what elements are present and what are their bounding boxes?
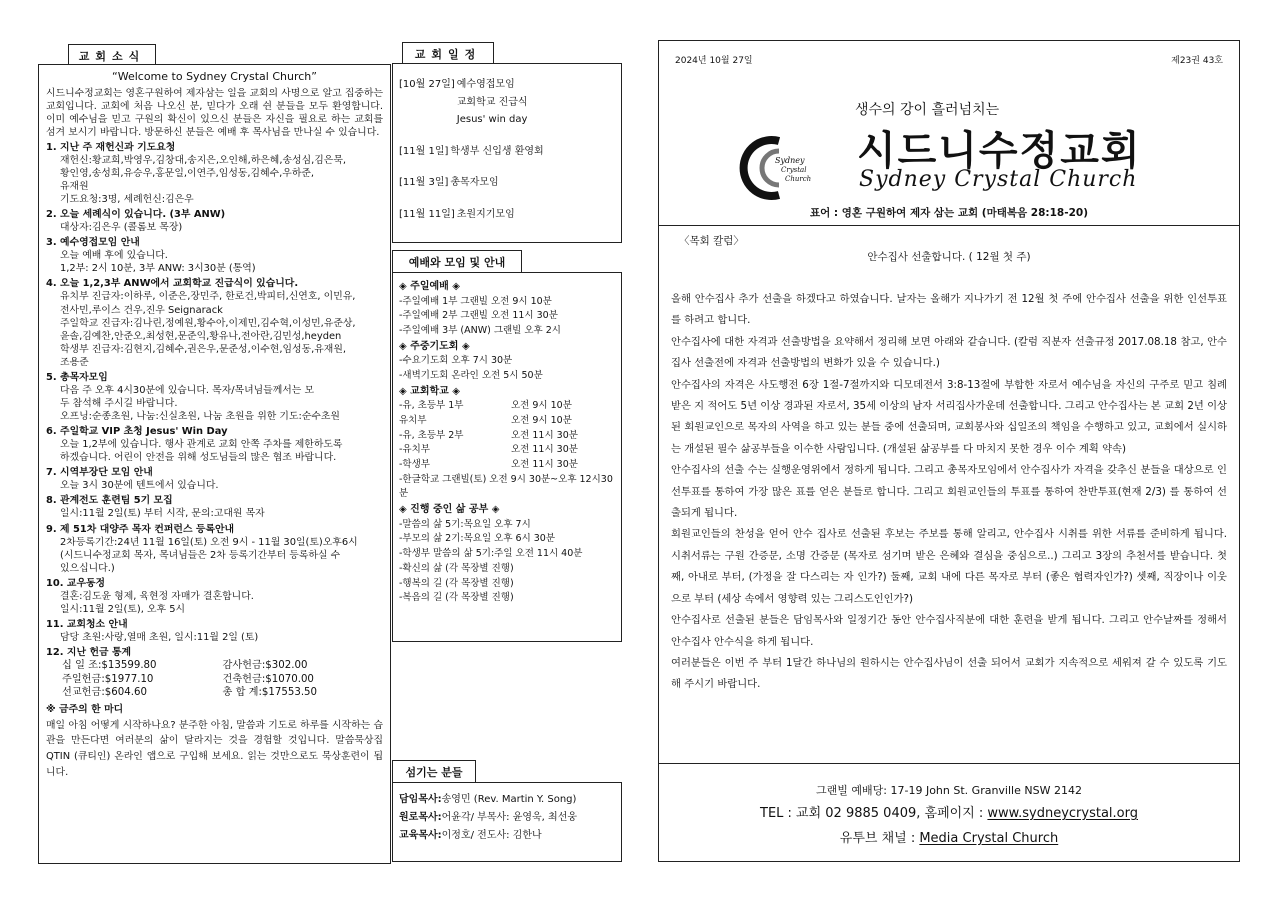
worship-row-label: -수요기도회 오후 7시 30분 <box>399 355 513 367</box>
news-item-heading: 11. 교회청소 안내 <box>46 618 128 630</box>
logo-text: Sydney <box>775 156 805 165</box>
schedule-tab: 교회일정 <box>402 42 494 64</box>
news-items <box>46 141 383 659</box>
offering-value: 건축헌금:$1070.00 <box>222 673 314 685</box>
schedule-box <box>392 63 622 243</box>
worship-row-label: 유치부 <box>399 414 427 426</box>
quote-title: ※ 금주의 한 마디 <box>46 703 124 715</box>
server-role: 원로목사: <box>399 812 442 823</box>
intro-text: 시드니수정교회는 영혼구원하여 제자삼는 일을 교회의 사명으로 알고 집중하는 교회입니다. 교회에 처음 나오신 분, 믿다가 오래 쉰 분들을 모두 환영합니다. 이미 예수님을 믿고 구원의 확신이 있으신 분들은 자신을 필요로 하는 교회를 섬겨 보시기 바랍니다. 방문하신 분들은 예배 후 목사님을 만나실 수 있습니다. <box>46 87 383 138</box>
news-item <box>46 208 383 234</box>
servers-tab: 섬기는 분들 <box>392 760 476 782</box>
welcome-heading: “Welcome to Sydney Crystal Church” <box>112 70 317 83</box>
offering-value: 감사헌금:$302.00 <box>222 660 308 672</box>
schedule-events <box>448 143 543 161</box>
schedule-event: 초원지기모임 <box>456 208 515 220</box>
worship-row-label: -학생부 말씀의 삶 5기:주일 오전 11시 40분 <box>399 548 583 560</box>
youtube-link[interactable]: Media Crystal Church <box>919 830 1059 846</box>
youtube-label: 유투브 채널 : <box>839 830 916 846</box>
schedule-event: 학생부 신입생 환영회 <box>450 145 544 157</box>
news-item-heading: 5. 총목자모임 <box>46 371 108 383</box>
news-item-heading: 1. 지난 주 재헌신과 기도요청 <box>46 141 176 153</box>
column-body <box>671 289 1227 696</box>
worship-row-label: -말씀의 삶 5기:목요일 오후 7시 <box>399 518 531 530</box>
news-item-line: 대상자:김은우 (콜롬보 목장) <box>60 222 183 234</box>
column-paragraph: 안수집사에 대한 자격과 선출방법을 요약해서 정리해 보면 아래와 같습니다. (칼럼 직분자 선출규정 2017.08.18 참고, 안수집사 선출전에 자격과 선출방법의 변화가 있을 수 있습니다.) <box>671 335 1227 370</box>
church-tagline: 생수의 강이 흘러넘치는 <box>855 102 1000 118</box>
worship-row-time: 오전 9시 10분 <box>511 400 572 412</box>
logo-text: Crystal <box>781 166 807 174</box>
worship-section-heading: ◈ 진행 중인 삶 공부 ◈ <box>399 504 500 516</box>
server-names: 어윤각/ 부목사: 윤영욱, 최선웅 <box>441 812 578 823</box>
schedule-date: [10월 27일] <box>399 79 455 90</box>
worship-row-label: -주일예배 2부 그랜빌 오전 11시 30분 <box>399 310 558 322</box>
schedule-event: 예수영접모임 <box>456 79 515 90</box>
bulletin-issue: 제23권 43호 <box>1171 56 1223 66</box>
news-item <box>46 577 383 616</box>
news-tab: 교회소식 <box>68 44 156 66</box>
worship-row-label: -확신의 삶 (각 목장별 진행) <box>399 562 514 574</box>
news-item-line: 일시:11월 2일(토) 부터 시작, 문의:고대원 목자 <box>60 508 265 520</box>
news-item-line: 오늘 1,2부에 있습니다. 행사 관계로 교회 안쪽 주차를 제한하도록 <box>60 439 343 451</box>
worship-row-label: -유치부 <box>399 444 430 456</box>
news-item <box>46 236 383 275</box>
worship-row <box>399 399 615 414</box>
schedule-date: [11월 11일] <box>399 208 455 220</box>
worship-row-time: 오전 11시 30분 <box>511 458 578 470</box>
news-item-line: 다음 주 오후 4시30분에 있습니다. 목자/목녀님들께서는 모 <box>60 384 315 396</box>
news-item <box>46 618 383 644</box>
church-name-korean: 시드니수정교회 <box>857 128 1142 174</box>
news-item-line: 윤솔,김예찬,안준오,최성현,문준익,황유나,전아란,김민성,heyden <box>60 330 342 342</box>
news-item <box>46 523 383 575</box>
bulletin-date: 2024년 10월 27일 <box>675 56 753 66</box>
divider-top <box>659 225 1239 226</box>
schedule-events <box>455 76 528 129</box>
news-item <box>46 277 383 368</box>
server-role: 교육목사: <box>399 830 442 841</box>
news-item <box>46 494 383 520</box>
worship-row <box>399 443 615 458</box>
worship-row-time: 오전 11시 30분 <box>511 444 578 456</box>
column-paragraph: 안수집사의 선출 수는 실행운영위에서 정하게 됩니다. 그리고 총목자모임에서 안수집사가 자격을 갖추신 분들을 대상으로 인선투표를 통하여 가장 많은 표를 얻은 분들로 합니다. 그리고 회원교인들의 투표를 통하여 찬반투표(현재 2/3) 를 통하여 선출되게 됩니다. <box>671 464 1227 520</box>
church-motto: 표어 : 영혼 구원하여 제자 삼는 교회 (마태복음 28:18-20) <box>809 207 1088 219</box>
worship-section-heading: ◈ 교회학교 ◈ <box>399 385 460 397</box>
worship-row-label: -주일예배 3부 (ANW) 그랜빌 오후 2시 <box>399 324 561 336</box>
worship-row <box>399 591 615 606</box>
worship-row <box>399 369 615 384</box>
worship-row <box>399 429 615 444</box>
news-item-line: 결혼:김도윤 형제, 육현정 자매가 결혼합니다. <box>60 590 254 602</box>
worship-section-heading: ◈ 주중기도회 ◈ <box>399 340 470 352</box>
worship-row-label: -새벽기도회 온라인 오전 5시 50분 <box>399 369 543 381</box>
column-paragraph: 안수집사의 자격은 사도행전 6장 1절-7절까지와 디모데전서 3:8-13절에 부합한 자로서 예수님을 자신의 구주로 믿고 침례 받은 지 적어도 5년 이상 경과된 자로서, 35세 이상의 남자 서리집사가운데 선출합니다. 그리고 안수집사는 본 교회 2년 이상 된 회원교인으로 목자의 사역을 하고 있는 분들 중에 선출되며, 교회봉사와 십일조의 책임을 수행하고 있고, 교회에서 실시하는 개설된 필수 삶공부들을 이수한 사람입니다. (개설된 삶공부를 다 마치지 못한 경우 이수 계획 약속) <box>671 378 1227 455</box>
schedule-date: [11월 1일] <box>399 145 449 157</box>
worship-row <box>399 547 615 562</box>
schedule-events <box>455 206 515 224</box>
bulletin-page <box>658 40 1240 862</box>
worship-row <box>399 458 615 473</box>
footer-address: 그랜빌 예배당: 17-19 John St. Granville NSW 2142 <box>816 784 1082 797</box>
worship-row <box>399 414 615 429</box>
news-item-line: 유재원 <box>60 180 89 192</box>
worship-row <box>399 577 615 592</box>
news-item-line: 두 참석해 주시길 바랍니다. <box>60 397 178 409</box>
bulletin-header <box>675 53 1223 66</box>
news-item-line: 오늘 3시 30분에 텐트에서 있습니다. <box>60 480 219 492</box>
schedule-event: 총목자모임 <box>450 177 499 188</box>
news-item-heading: 3. 예수영접모임 안내 <box>46 237 140 249</box>
news-item-line: 조용준 <box>60 356 89 368</box>
news-item <box>46 425 383 464</box>
news-item-line: 유치부 진급자:이하루, 이준은,장민주, 한로건,박피터,신연호, 이민유, <box>60 291 356 303</box>
worship-row <box>399 295 615 310</box>
worship-row <box>399 518 615 533</box>
news-item-line: 하겠습니다. 어린이 안전을 위해 성도님들의 많은 협조 바랍니다. <box>60 452 337 464</box>
server-names: 이정호/ 전도사: 김한나 <box>441 830 542 841</box>
quote-text: 매일 아침 어떻게 시작하나요? 분주한 아침, 말씀과 기도로 하루를 시작하는 습관을 만든다면 여러분의 삶이 달라지는 것을 경험할 것입니다. 말씀묵상집 QTIN (큐티인) 온라인 앱으로 구입해 보세요. 읽는 것만으로도 묵상훈련이 됩니다. <box>46 719 383 779</box>
schedule-event: 교회학교 진급식 <box>456 96 528 108</box>
worship-row-label: -유, 초등부 1부 <box>399 400 464 412</box>
offering-value: 선교헌금:$604.60 <box>62 687 147 699</box>
worship-box <box>392 272 622 642</box>
news-item-heading: 8. 관계전도 훈련팀 5기 모집 <box>46 495 173 507</box>
worship-row-label: -유, 초등부 2부 <box>399 429 464 441</box>
footer-tel: TEL : 교회 02 9885 0409, 홈페이지 : <box>760 805 984 821</box>
server-row <box>399 791 615 809</box>
news-box <box>38 64 391 864</box>
news-item-heading: 10. 교우동정 <box>46 577 106 589</box>
footer-contact <box>659 802 1239 827</box>
news-item-line: 오프닝:순종초원, 나눔:신실초원, 나눔 초원을 위한 기도:순수초원 <box>60 411 340 423</box>
news-item-heading: 4. 오늘 1,2,3부 ANW에서 교회학교 진급식이 있습니다. <box>46 278 299 290</box>
offering-value: 총 합 계:$17553.50 <box>222 687 318 699</box>
news-item-line: 황인영,송성희,유승우,홍문일,이연주,임성동,김혜수,우하준, <box>60 167 315 179</box>
church-logo <box>731 133 841 203</box>
divider-bottom <box>659 763 1239 764</box>
news-item-line: 재헌신:황교희,박영우,김창대,송지은,오인해,하은혜,송성심,김은묵, <box>60 154 347 166</box>
news-item-line: 기도요청:3명, 세례헌신:김은우 <box>60 194 194 206</box>
offering-value: 주일헌금:$1977.10 <box>62 673 154 685</box>
worship-row <box>399 354 615 369</box>
worship-section-heading: ◈ 주일예배 ◈ <box>399 281 460 292</box>
column-title: 안수집사 선출합니다. ( 12월 첫 주) <box>867 251 1031 263</box>
worship-tab: 예배와 모임 및 안내 <box>392 250 522 272</box>
news-item <box>46 141 383 206</box>
column-paragraph: 올해 안수집사 추가 선출을 하겠다고 하였습니다. 날자는 올해가 지나가기 전 12월 첫 주에 안수집사 선출을 위한 인선투표를 하려고 합니다. <box>671 293 1227 327</box>
news-item-line: (시드니수정교회 목자, 목녀님들은 2차 등록기간부터 등록하실 수 <box>60 549 341 561</box>
schedule-row <box>399 76 615 129</box>
schedule-row <box>399 174 615 192</box>
column-paragraph: 안수집사로 선출된 분들은 담임목사와 일정기간 동안 안수집사직분에 대한 훈련을 받게 됩니다. 그리고 안수날짜를 정해서 안수집사 안수식을 하게 됩니다. <box>671 614 1227 648</box>
schedule-events <box>448 174 498 192</box>
worship-row <box>399 309 615 324</box>
offering-value: 십 일 조:$13599.80 <box>62 660 157 672</box>
news-item-line: 일시:11월 2일(토), 오후 5시 <box>60 603 186 615</box>
worship-row-label: -부모의 삶 2기:목요일 오후 6시 30분 <box>399 533 556 545</box>
news-item <box>46 646 383 659</box>
news-item-line: 전사민,루이스 건우,진우 Seignarack <box>60 304 223 316</box>
worship-row-label: -학생부 <box>399 458 430 470</box>
worship-row-label: -행복의 길 (각 목장별 진행) <box>399 577 514 589</box>
column-paragraph: 회원교인들의 찬성을 얻어 안수 집사로 선출된 후보는 주보를 통해 알리고, 안수집사 시취를 위한 서류를 준비하게 됩니다. 시취서류는 구원 간증문, 소명 간증문 (목자로 섬기며 받은 은혜와 결심을 중심으로..) 그리고 3장의 추천서를 받습니다. 첫째, 아내로 부터, (가정을 잘 다스리는 자 인가?) 둘째, 교회 내에 다른 목자로 부터 (좋은 협력자인가?) 셋째, 직장이나 이웃으로 부터 (세상 속에서 영향력 있는 그리스도인인가?) <box>671 528 1227 605</box>
worship-row <box>399 532 615 547</box>
news-item-line: 오늘 예배 후에 있습니다. <box>60 250 168 262</box>
news-item-heading: 12. 지난 헌금 통계 <box>46 647 132 659</box>
news-item-heading: 7. 시역부장단 모임 안내 <box>46 467 153 479</box>
bulletin-footer <box>659 781 1239 851</box>
news-item-line: 1,2부: 2시 10분, 3부 ANW: 3시30분 (통역) <box>60 263 256 275</box>
news-item-line: 학생부 진급자:김현지,김혜수,권은우,문준성,이수현,임성동,유재원, <box>60 343 347 355</box>
server-row <box>399 809 615 827</box>
column-label: 〈목회 칼럼〉 <box>679 235 744 247</box>
worship-row <box>399 324 615 339</box>
news-item-line: 담당 초원:사랑,열매 초원, 일시:11월 2일 (토) <box>60 632 259 644</box>
worship-row-time: 오전 9시 10분 <box>511 414 572 426</box>
website-link[interactable]: www.sydneycrystal.org <box>987 805 1138 821</box>
schedule-date: [11월 3일] <box>399 177 449 188</box>
schedule-row <box>399 143 615 161</box>
news-item-heading: 6. 주일학교 VIP 초청 Jesus' Win Day <box>46 426 228 438</box>
news-item-line: 2차등록기간:24년 11월 16일(토) 오전 9시 - 11월 30일(토)오후6시 <box>60 536 358 548</box>
worship-row-time: 오전 11시 30분 <box>511 429 578 441</box>
worship-row <box>399 562 615 577</box>
server-names: 송영민 (Rev. Martin Y. Song) <box>441 794 577 805</box>
footer-youtube <box>659 827 1239 852</box>
logo-text: Church <box>785 175 812 183</box>
worship-row-label: -한글학교 그랜빌(토) 오전 9시 30분~오후 12시30분 <box>399 473 613 500</box>
worship-row-label: -복음의 길 (각 목장별 진행) <box>399 592 514 604</box>
servers-box <box>392 782 622 862</box>
news-item-line: 주일학교 진급자:김나린,정예원,황수아,이제민,김수혁,이성민,유준상, <box>60 317 356 329</box>
server-role: 담임목사: <box>399 794 442 805</box>
news-item-line: 있으십니다.) <box>60 562 115 574</box>
news-item <box>46 466 383 492</box>
schedule-event: Jesus' win day <box>456 114 528 125</box>
church-name-english: Sydney Crystal Church <box>859 167 1138 192</box>
schedule-row <box>399 206 615 224</box>
news-item-heading: 9. 제 51차 대양주 목자 컨퍼런스 등록안내 <box>46 523 235 535</box>
news-item-heading: 2. 오늘 세례식이 있습니다. (3부 ANW) <box>46 209 226 221</box>
column-paragraph: 여러분들은 이번 주 부터 1달간 하나님의 원하시는 안수집사님이 선출 되어서 교회가 지속적으로 세워져 갈 수 있도록 기도해 주시기 바랍니다. <box>671 656 1227 691</box>
worship-row-label: -주일예배 1부 그랜빌 오전 9시 10분 <box>399 295 552 307</box>
offering-stats <box>46 659 383 699</box>
worship-row <box>399 473 615 502</box>
news-item <box>46 371 383 423</box>
server-row <box>399 827 615 845</box>
